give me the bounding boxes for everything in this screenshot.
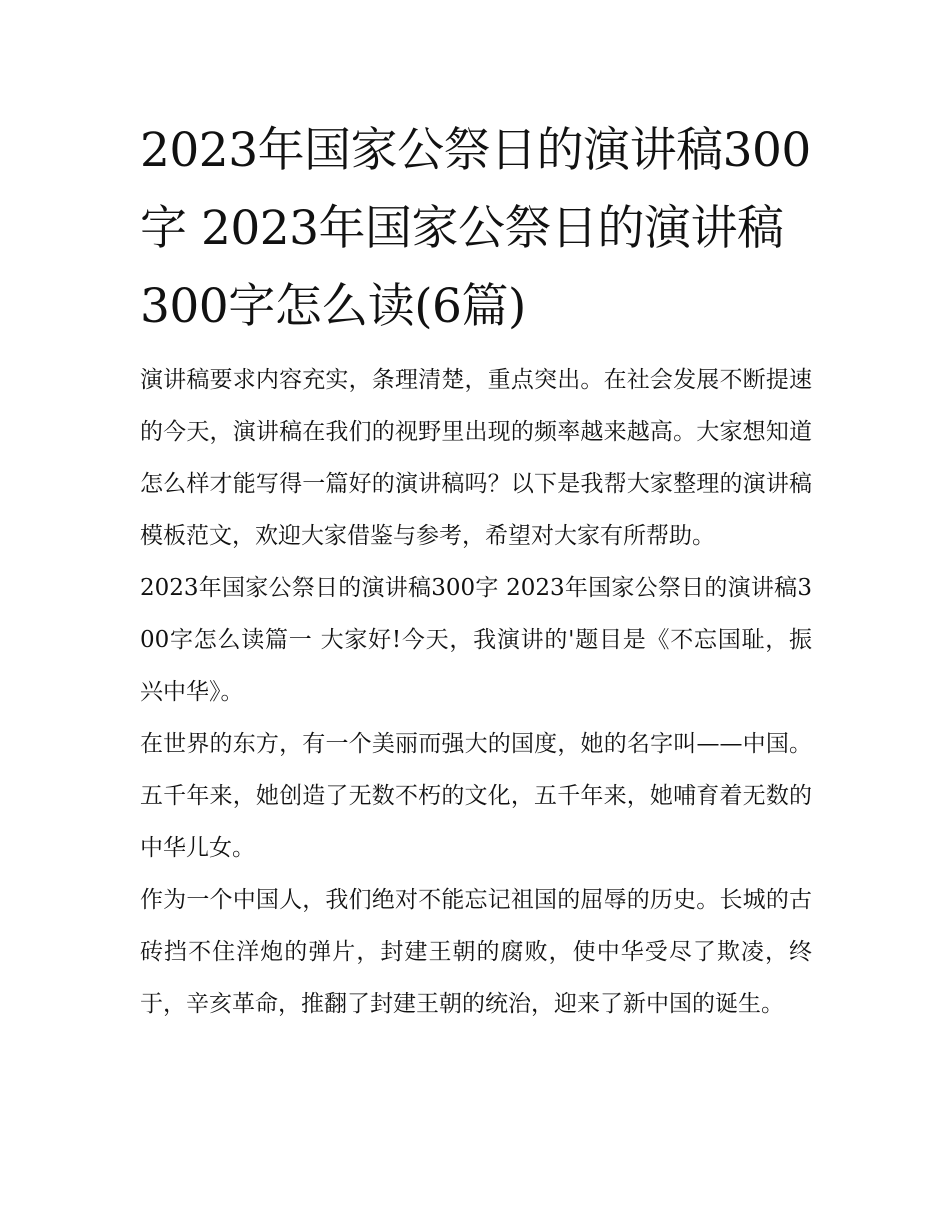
paragraph-speech-opening: 2023年国家公祭日的演讲稿300字 2023年国家公祭日的演讲稿300字怎么读篇一 大家好!今天，我演讲的'题目是《不忘国耻，振兴中华》。 [140, 575, 812, 705]
paragraph-intro: 演讲稿要求内容充实，条理清楚，重点突出。在社会发展不断提速的今天，演讲稿在我们的视野里出现的频率越来越高。大家想知道怎么样才能写得一篇好的演讲稿吗？以下是我帮大家整理的演讲稿模板范文，欢迎大家借鉴与参考，希望对大家有所帮助。 [140, 367, 812, 549]
paragraph-china-description: 在世界的东方，有一个美丽而强大的国度，她的名字叫——中国。五千年来，她创造了无数不朽的文化，五千年来，她哺育着无数的中华儿女。 [140, 731, 812, 861]
document-title: 2023年国家公祭日的演讲稿300字 2023年国家公祭日的演讲稿300字怎么读(6篇) [140, 123, 811, 334]
document-body [140, 354, 812, 1030]
paragraph-history: 作为一个中国人，我们绝对不能忘记祖国的屈辱的历史。长城的古砖挡不住洋炮的弹片，封建王朝的腐败，使中华受尽了欺凌，终于，辛亥革命，推翻了封建王朝的统治，迎来了新中国的诞生。 [140, 887, 812, 1017]
